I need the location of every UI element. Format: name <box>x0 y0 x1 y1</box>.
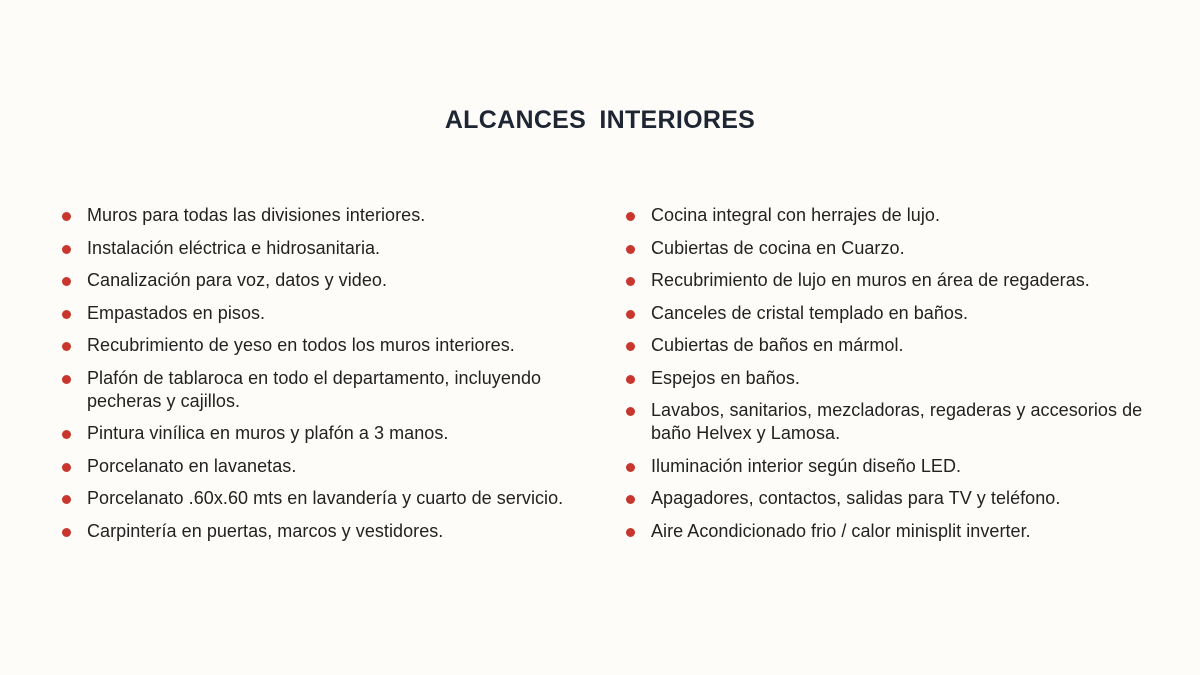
bullet-dot-icon <box>626 463 635 472</box>
list-item-text: Canceles de cristal templado en baños. <box>651 302 969 323</box>
bullet-dot-icon <box>626 495 635 504</box>
list-item <box>60 334 590 357</box>
list-item <box>60 367 590 413</box>
list-item-text: Plafón de tablaroca en todo el departamento, incluyendo pecheras y cajillos. <box>87 367 542 411</box>
list-item-text: Apagadores, contactos, salidas para TV y teléfono. <box>651 488 1061 508</box>
list-item <box>624 487 1164 510</box>
bullet-dot-icon <box>626 310 635 319</box>
list-item <box>624 204 1164 227</box>
page-title: ALCANCES INTERIORES <box>444 106 756 134</box>
bullet-dot-icon <box>62 310 71 319</box>
list-item <box>60 269 590 292</box>
bullet-dot-icon <box>626 277 635 286</box>
bullet-dot-icon <box>62 463 71 472</box>
list-item-text: Muros para todas las divisiones interiores. <box>87 205 426 225</box>
list-item-text: Canalización para voz, datos y video. <box>87 270 388 290</box>
bullet-dot-icon <box>626 407 635 416</box>
bullet-dot-icon <box>626 342 635 351</box>
list-item-text: Aire Acondicionado frio / calor minisplit inverter. <box>651 520 1031 541</box>
list-item <box>60 455 590 478</box>
bullet-dot-icon <box>62 245 71 254</box>
list-item <box>624 334 1164 357</box>
bullet-dot-icon <box>626 212 635 221</box>
bullet-dot-icon <box>62 495 71 504</box>
bullet-dot-icon <box>62 528 71 537</box>
list-item <box>60 302 590 325</box>
bullet-dot-icon <box>62 375 71 384</box>
left-features-list <box>60 204 590 552</box>
list-item-text: Recubrimiento de lujo en muros en área de regaderas. <box>651 270 1090 290</box>
list-item-text: Cocina integral con herrajes de lujo. <box>651 205 941 225</box>
list-item <box>60 487 590 510</box>
bullet-dot-icon <box>62 342 71 351</box>
list-item-text: Lavabos, sanitarios, mezcladoras, regaderas y accesorios de baño Helvex y Lamosa. <box>651 400 1143 443</box>
list-item <box>624 455 1164 478</box>
list-item-text: Porcelanato en lavanetas. <box>87 455 297 476</box>
bullet-dot-icon <box>62 277 71 286</box>
bullet-dot-icon <box>626 528 635 537</box>
list-item <box>624 302 1164 325</box>
list-item <box>60 422 590 445</box>
list-item-text: Cubiertas de cocina en Cuarzo. <box>651 237 905 258</box>
list-item <box>624 237 1164 260</box>
list-item-text: Recubrimiento de yeso en todos los muros interiores. <box>87 335 515 355</box>
bullet-dot-icon <box>62 430 71 439</box>
list-item <box>624 520 1164 543</box>
list-item-text: Espejos en baños. <box>651 367 800 388</box>
list-item <box>624 367 1164 390</box>
list-item-text: Empastados en pisos. <box>87 302 266 323</box>
list-item-text: Instalación eléctrica e hidrosanitaria. <box>87 237 381 258</box>
right-features-list <box>624 204 1164 552</box>
list-item <box>624 269 1164 292</box>
bullet-dot-icon <box>62 212 71 221</box>
bullet-dot-icon <box>626 375 635 384</box>
list-item <box>60 520 590 543</box>
list-item-text: Carpintería en puertas, marcos y vestidores. <box>87 520 444 541</box>
list-item-text: Pintura vinílica en muros y plafón a 3 manos. <box>87 423 449 443</box>
list-item <box>624 399 1164 445</box>
list-item-text: Cubiertas de baños en mármol. <box>651 335 904 355</box>
list-item <box>60 204 590 227</box>
list-item-text: Iluminación interior según diseño LED. <box>651 455 962 476</box>
bullet-dot-icon <box>626 245 635 254</box>
list-item <box>60 237 590 260</box>
list-item-text: Porcelanato .60x.60 mts en lavandería y cuarto de servicio. <box>87 488 564 508</box>
